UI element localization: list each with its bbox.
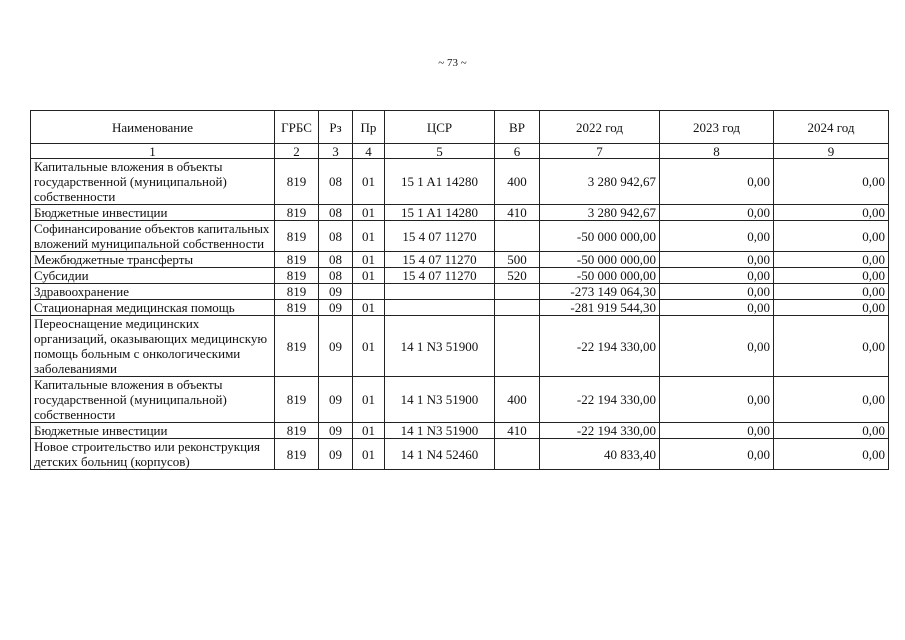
cell-name: Новое строительство или реконструкция детских больниц (корпусов) (31, 439, 275, 470)
cell-rz: 08 (319, 221, 353, 252)
col-header-2022: 2022 год (540, 111, 660, 144)
cell-rz: 09 (319, 377, 353, 423)
cell-vr: 400 (495, 377, 540, 423)
cell-pr: 01 (353, 423, 385, 439)
cell-2022: -22 194 330,00 (540, 377, 660, 423)
cell-name: Бюджетные инвестиции (31, 423, 275, 439)
cell-rz: 08 (319, 205, 353, 221)
cell-rz: 09 (319, 316, 353, 377)
cell-2024: 0,00 (774, 284, 889, 300)
cell-pr: 01 (353, 268, 385, 284)
cell-2022: 3 280 942,67 (540, 205, 660, 221)
cell-grbs: 819 (275, 205, 319, 221)
cell-pr: 01 (353, 439, 385, 470)
cell-grbs: 819 (275, 268, 319, 284)
cell-name: Здравоохранение (31, 284, 275, 300)
cell-2024: 0,00 (774, 300, 889, 316)
cell-csr (385, 300, 495, 316)
column-number-row (31, 144, 889, 159)
cell-2024: 0,00 (774, 268, 889, 284)
cell-csr: 14 1 N3 51900 (385, 423, 495, 439)
cell-rz: 09 (319, 439, 353, 470)
column-number: 9 (774, 144, 889, 159)
cell-pr: 01 (353, 252, 385, 268)
cell-2022: -281 919 544,30 (540, 300, 660, 316)
table-row (31, 268, 889, 284)
cell-vr (495, 221, 540, 252)
cell-2024: 0,00 (774, 423, 889, 439)
cell-vr: 410 (495, 423, 540, 439)
cell-2024: 0,00 (774, 159, 889, 205)
table-body (31, 159, 889, 470)
cell-2023: 0,00 (660, 252, 774, 268)
cell-name: Софинансирование объектов капитальных вложений муниципальной собственности (31, 221, 275, 252)
cell-2023: 0,00 (660, 284, 774, 300)
cell-csr: 15 4 07 11270 (385, 221, 495, 252)
cell-pr: 01 (353, 377, 385, 423)
cell-2023: 0,00 (660, 377, 774, 423)
cell-vr: 520 (495, 268, 540, 284)
cell-2022: -50 000 000,00 (540, 221, 660, 252)
column-number: 2 (275, 144, 319, 159)
cell-csr: 14 1 N4 52460 (385, 439, 495, 470)
table-row (31, 300, 889, 316)
cell-rz: 09 (319, 284, 353, 300)
col-header-grbs: ГРБС (275, 111, 319, 144)
cell-vr (495, 300, 540, 316)
cell-grbs: 819 (275, 377, 319, 423)
column-number: 6 (495, 144, 540, 159)
cell-rz: 08 (319, 252, 353, 268)
cell-name: Капитальные вложения в объекты государственной (муниципальной) собственности (31, 377, 275, 423)
header-row (31, 111, 889, 144)
cell-2023: 0,00 (660, 205, 774, 221)
cell-2024: 0,00 (774, 221, 889, 252)
col-header-vr: ВР (495, 111, 540, 144)
cell-grbs: 819 (275, 316, 319, 377)
cell-csr: 15 1 A1 14280 (385, 159, 495, 205)
cell-rz: 08 (319, 159, 353, 205)
col-header-2024: 2024 год (774, 111, 889, 144)
cell-csr (385, 284, 495, 300)
cell-pr: 01 (353, 221, 385, 252)
cell-2023: 0,00 (660, 268, 774, 284)
cell-2023: 0,00 (660, 439, 774, 470)
cell-rz: 09 (319, 300, 353, 316)
cell-pr: 01 (353, 205, 385, 221)
cell-2024: 0,00 (774, 377, 889, 423)
column-number: 3 (319, 144, 353, 159)
cell-2023: 0,00 (660, 300, 774, 316)
cell-2023: 0,00 (660, 423, 774, 439)
table-row (31, 284, 889, 300)
cell-pr (353, 284, 385, 300)
cell-grbs: 819 (275, 159, 319, 205)
cell-name: Субсидии (31, 268, 275, 284)
cell-csr: 15 4 07 11270 (385, 268, 495, 284)
cell-name: Капитальные вложения в объекты государственной (муниципальной) собственности (31, 159, 275, 205)
cell-2022: 3 280 942,67 (540, 159, 660, 205)
column-number: 1 (31, 144, 275, 159)
cell-grbs: 819 (275, 300, 319, 316)
cell-2023: 0,00 (660, 221, 774, 252)
column-number: 5 (385, 144, 495, 159)
table-row (31, 423, 889, 439)
col-header-name: Наименование (31, 111, 275, 144)
cell-rz: 08 (319, 268, 353, 284)
cell-2024: 0,00 (774, 205, 889, 221)
cell-grbs: 819 (275, 284, 319, 300)
col-header-pr: Пр (353, 111, 385, 144)
col-header-csr: ЦСР (385, 111, 495, 144)
cell-2022: -50 000 000,00 (540, 252, 660, 268)
cell-name: Переоснащение медицинских организаций, оказывающих медицинскую помощь больным с онкологическими заболеваниями (31, 316, 275, 377)
cell-name: Межбюджетные трансферты (31, 252, 275, 268)
cell-pr: 01 (353, 159, 385, 205)
cell-vr (495, 316, 540, 377)
cell-pr: 01 (353, 316, 385, 377)
table-row (31, 316, 889, 377)
cell-2024: 0,00 (774, 439, 889, 470)
table-row (31, 252, 889, 268)
col-header-rz: Рз (319, 111, 353, 144)
cell-grbs: 819 (275, 221, 319, 252)
table-row (31, 377, 889, 423)
page-number: ~ 73 ~ (438, 57, 467, 69)
col-header-2023: 2023 год (660, 111, 774, 144)
cell-2024: 0,00 (774, 252, 889, 268)
cell-grbs: 819 (275, 252, 319, 268)
cell-grbs: 819 (275, 439, 319, 470)
table-row (31, 205, 889, 221)
cell-name: Бюджетные инвестиции (31, 205, 275, 221)
cell-vr: 410 (495, 205, 540, 221)
column-number: 8 (660, 144, 774, 159)
column-number: 7 (540, 144, 660, 159)
cell-2022: 40 833,40 (540, 439, 660, 470)
cell-vr (495, 439, 540, 470)
table-row (31, 159, 889, 205)
cell-pr: 01 (353, 300, 385, 316)
cell-name: Стационарная медицинская помощь (31, 300, 275, 316)
cell-2023: 0,00 (660, 316, 774, 377)
cell-csr: 15 4 07 11270 (385, 252, 495, 268)
cell-vr: 500 (495, 252, 540, 268)
cell-csr: 14 1 N3 51900 (385, 377, 495, 423)
cell-2022: -22 194 330,00 (540, 316, 660, 377)
budget-table (30, 110, 889, 470)
cell-2022: -273 149 064,30 (540, 284, 660, 300)
cell-2022: -22 194 330,00 (540, 423, 660, 439)
cell-vr: 400 (495, 159, 540, 205)
cell-2022: -50 000 000,00 (540, 268, 660, 284)
cell-csr: 14 1 N3 51900 (385, 316, 495, 377)
cell-rz: 09 (319, 423, 353, 439)
table-row (31, 439, 889, 470)
table-row (31, 221, 889, 252)
cell-2023: 0,00 (660, 159, 774, 205)
cell-vr (495, 284, 540, 300)
column-number: 4 (353, 144, 385, 159)
cell-csr: 15 1 A1 14280 (385, 205, 495, 221)
cell-grbs: 819 (275, 423, 319, 439)
cell-2024: 0,00 (774, 316, 889, 377)
